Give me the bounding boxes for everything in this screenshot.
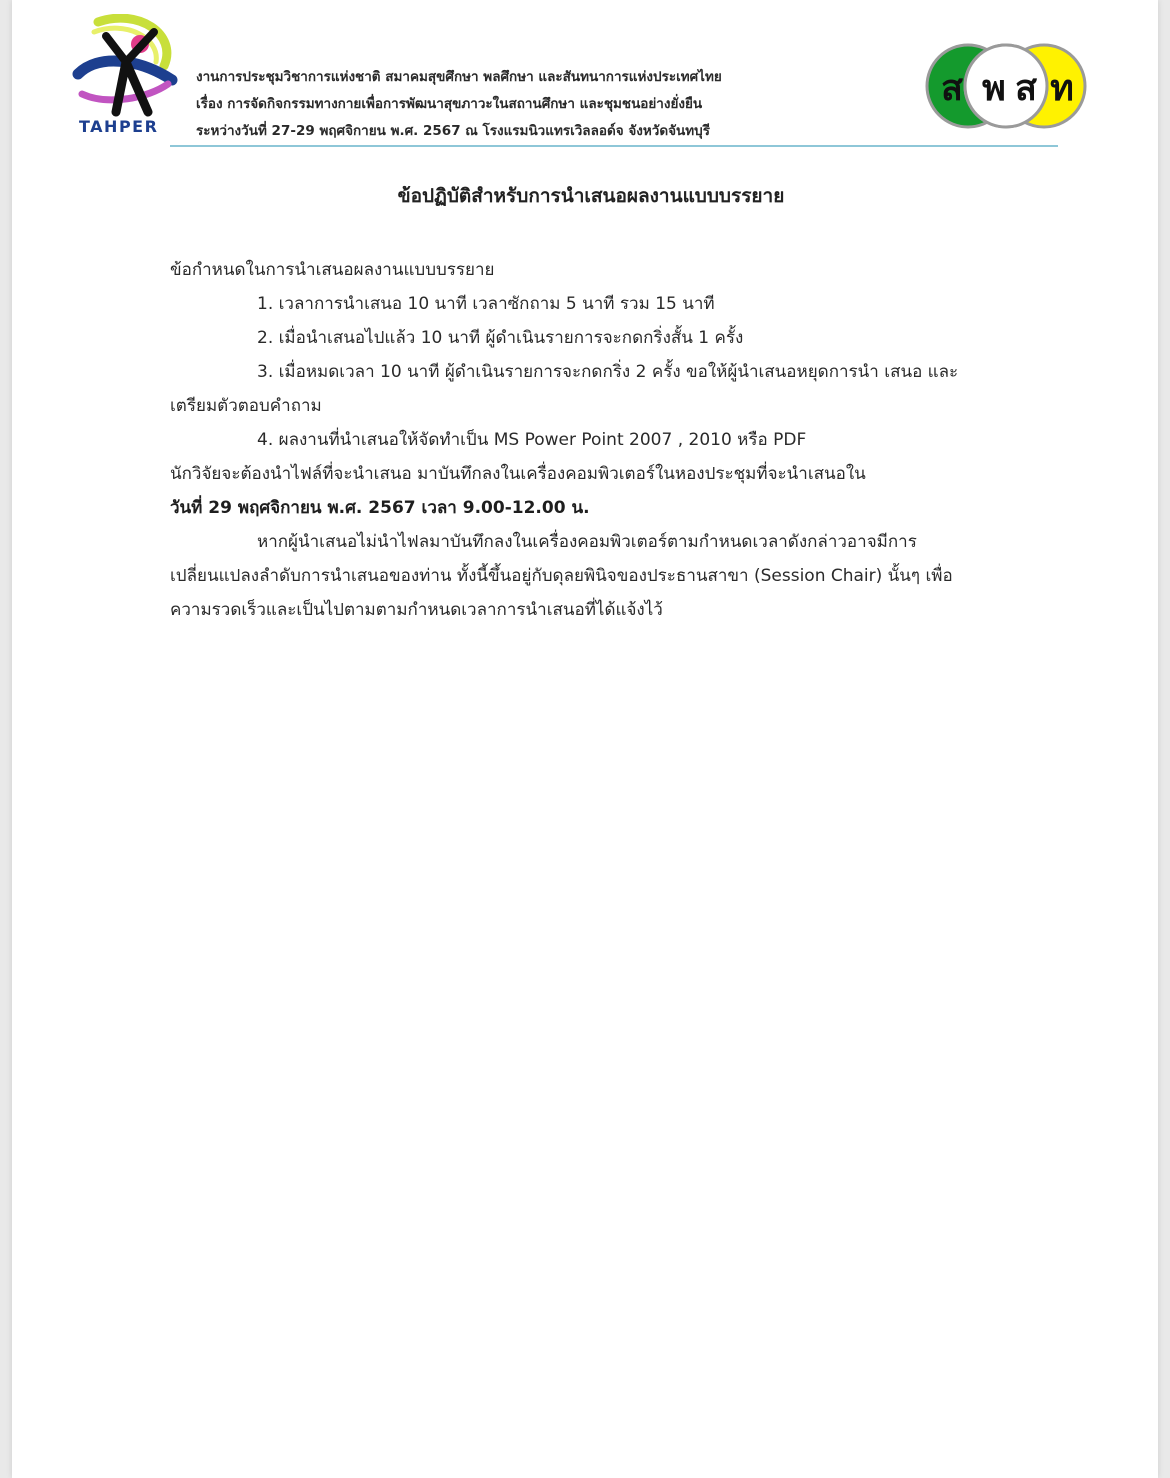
page-title xyxy=(12,181,1170,211)
conference-date-venue: ระหว่างวันที่ 27-29 พฤศจิกายน พ.ศ. 2567 ณ โรงแรมนิวแทรเวิลลอด์จ จังหวัดจันทบุรี xyxy=(196,123,710,139)
conference-header xyxy=(196,64,916,145)
list-item: 2. เมื่อนำเสนอไปแล้ว 10 นาที ผู้ดำเนินรายการจะกดกริ่งสั้น 1 ครั้ง xyxy=(257,328,744,348)
list-item: 3. เมื่อหมดเวลา 10 นาที ผู้ดำเนินรายการจะกดกริ่ง 2 ครั้ง ขอให้ผู้นำเสนอหยุดการนำ เสนอ และ xyxy=(257,362,959,382)
spst-letter-4: ท xyxy=(1050,68,1074,109)
conference-theme: เรื่อง การจัดกิจกรรมทางกายเพื่อการพัฒนาสุขภาวะในสถานศึกษา และชุมชนอย่างยั่งยืน xyxy=(196,96,703,112)
list-item: 4. ผลงานที่นำเสนอให้จัดทำเป็น MS Power Point 2007 , 2010 หรือ PDF xyxy=(257,430,807,450)
document-page xyxy=(12,0,1158,1478)
spst-letter-2: พ xyxy=(982,68,1006,109)
note-paragraph-line: เปลี่ยนแปลงลำดับการนำเสนอของท่าน ทั้งนี้ขึ้นอยู่กับดุลยพินิจของประธานสาขา (Session Chair) นั้นๆ เพื่อ xyxy=(170,566,953,586)
list-item-continuation: เตรียมตัวตอบคำถาม xyxy=(170,396,322,416)
upload-instruction: นักวิจัยจะต้องนำไฟล์ที่จะนำเสนอ มาบันทึกลงในเครื่องคอมพิวเตอร์ในหองประชุมที่จะนำเสนอใน xyxy=(170,464,866,484)
spst-logo-icon xyxy=(922,40,1090,132)
spst-letter-3: ส xyxy=(1015,68,1037,109)
header-divider xyxy=(170,145,1058,147)
list-item: 1. เวลาการนำเสนอ 10 นาที เวลาซักถาม 5 นาที รวม 15 นาที xyxy=(257,294,715,314)
page-title-text: ข้อปฏิบัติสำหรับการนำเสนอผลงานแบบบรรยาย xyxy=(397,185,785,207)
tahper-logo-text: TAHPER xyxy=(79,117,159,136)
document-body xyxy=(170,253,1010,627)
upload-deadline: วันที่ 29 พฤศจิกายน พ.ศ. 2567 เวลา 9.00-12.00 น. xyxy=(170,498,590,518)
note-paragraph-line: หากผู้นำเสนอไม่นำไฟลมาบันทึกลงในเครื่องคอมพิวเตอร์ตามกำหนดเวลาดังกล่าวอาจมีการ xyxy=(257,532,917,552)
intro-line: ข้อกำหนดในการนำเสนอผลงานแบบบรรยาย xyxy=(170,260,495,280)
note-paragraph-line: ความรวดเร็วและเป็นไปตามตามกำหนดเวลาการนำเสนอที่ได้แจ้งไว้ xyxy=(170,600,663,620)
conference-name: งานการประชุมวิชาการแห่งชาติ สมาคมสุขศึกษา พลศึกษา และสันทนาการแห่งประเทศไทย xyxy=(196,69,722,85)
spst-letter-1: ส xyxy=(941,68,963,109)
